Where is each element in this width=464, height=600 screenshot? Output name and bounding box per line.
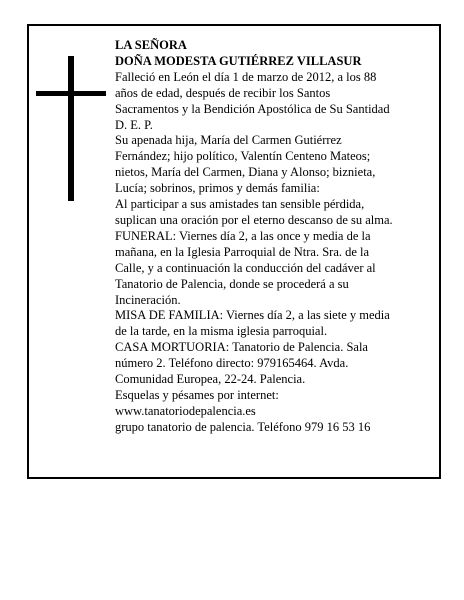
cross-vertical-bar [68,56,74,201]
text-line: FUNERAL: Viernes día 2, a las once y media de la [115,228,371,243]
text-line: número 2. Teléfono directo: 979165464. Avda. [115,356,349,371]
text-line: Sacramentos y la Bendición Apostólica de Su Santidad [115,101,390,116]
website-link[interactable]: www.tanatoriodepalencia.es [115,403,256,418]
text-line: Su apenada hija, María del Carmen Gutiérrez [115,133,342,148]
text-line: Esquelas y pésames por internet: [115,387,279,402]
text-line: Al participar a sus amistades tan sensible pérdida, [115,197,365,212]
text-line: años de edad, después de recibir los Santos [115,85,331,100]
text-line: CASA MORTUORIA: Tanatorio de Palencia. Sala [115,340,368,355]
text-line: Comunidad Europea, 22-24. Palencia. [115,372,306,387]
text-line: Incineración. [115,292,181,307]
text-line: nietos, María del Carmen, Diana y Alonso; biznieta, [115,165,376,180]
text-line: suplican una oración por el eterno descanso de su alma. [115,212,393,227]
text-line: de la tarde, en la misma iglesia parroquial. [115,324,328,339]
text-line: MISA DE FAMILIA: Viernes día 2, a las siete y media [115,308,390,323]
text-line: grupo tanatorio de palencia. Teléfono 979 16 53 16 [115,419,371,434]
text-line: Falleció en León el día 1 de marzo de 2012, a los 88 [115,69,377,84]
text-line: Calle, y a continuación la conducción del cadáver al [115,260,376,275]
cross-horizontal-bar [36,91,106,96]
deceased-name: DOÑA MODESTA GUTIÉRREZ VILLASUR [115,53,362,68]
obituary-text [115,38,433,436]
text-line: mañana, en la Iglesia Parroquial de Ntra. Sra. de la [115,244,370,259]
text-line: Fernández; hijo político, Valentín Centeno Mateos; [115,149,371,164]
cross-icon [36,56,106,201]
text-line: Lucía; sobrinos, primos y demás familia: [115,181,320,196]
obituary-notice [27,24,441,479]
text-line: D. E. P. [115,117,153,132]
heading-title: LA SEÑORA [115,38,187,52]
text-line: Tanatorio de Palencia, donde se procederá a su [115,276,349,291]
